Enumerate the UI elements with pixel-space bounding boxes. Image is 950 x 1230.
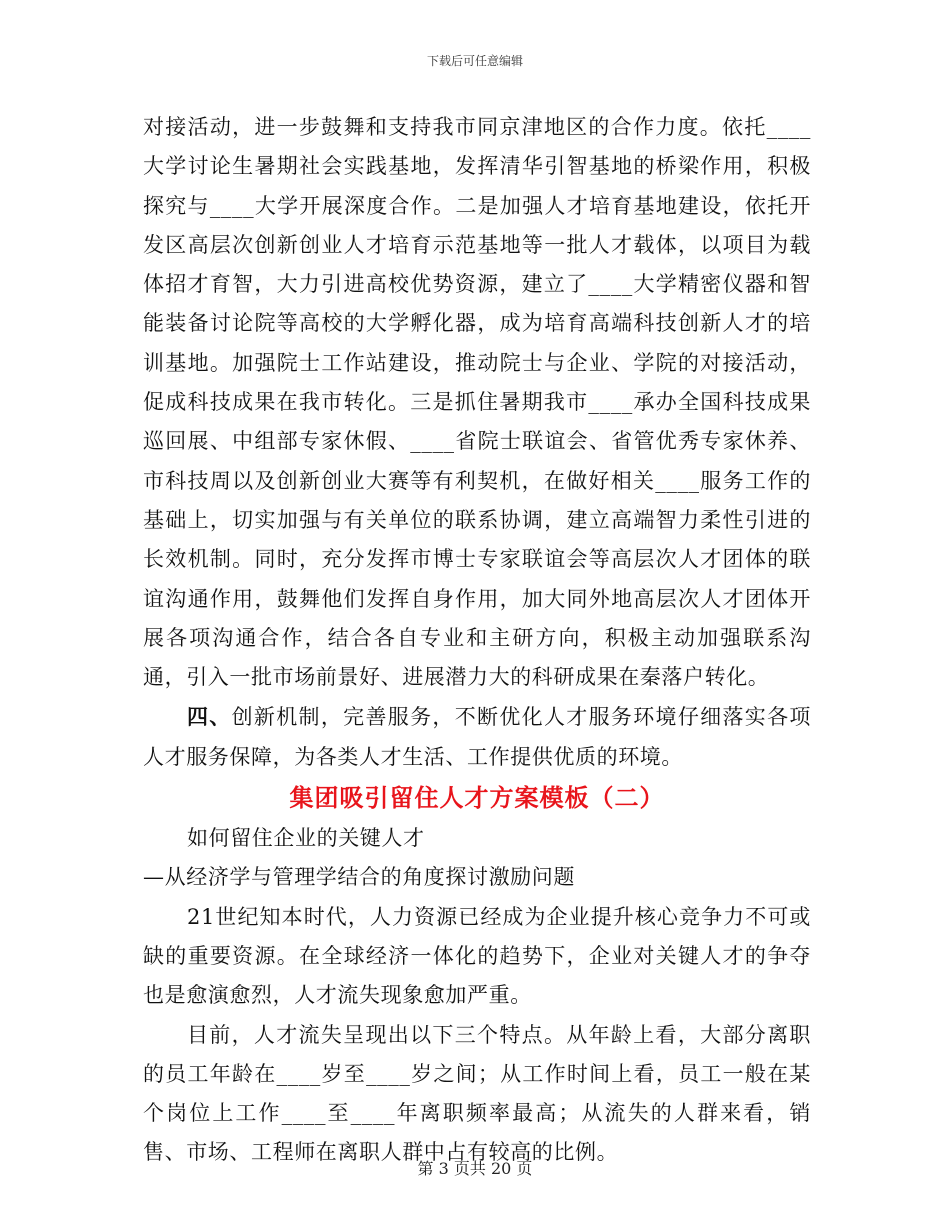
- section-four-paragraph: [143, 697, 811, 777]
- body-paragraph-features: 目前，人才流失呈现出以下三个特点。从年龄上看，大部分离职的员工年龄在____岁至____岁之间；从工作时间上看，员工一般在某个岗位上工作____至____年离职频率最高；从流失的人群来看，销售、市场、工程师在离职人群中占有较高的比例。: [143, 1022, 811, 1165]
- page-header: 下载后可任意编辑: [426, 54, 523, 68]
- body-paragraph-continued: 对接活动，进一步鼓舞和支持我市同京津地区的合作力度。依托____大学讨论生暑期社会实践基地，发挥清华引智基地的桥梁作用，积极探究与____大学开展深度合作。二是加强人才培育基地建设，依托开发区高层次创新创业人才培育示范基地等一批人才载体，以项目为载体招才育智，大力引进高校优势资源，建立了____大学精密仪器和智能装备讨论院等高校的大学孵化器，成为培育高端科技创新人才的培训基地。加强院士工作站建设，推动院士与企业、学院的对接活动，促成科技成果在我市转化。三是抓住暑期我市____承办全国科技成果巡回展、中组部专家休假、____省院士联谊会、省管优秀专家休养、市科技周以及创新创业大赛等有利契机，在做好相关____服务工作的基础上，切实加强与有关单位的联系协调，建立高端智力柔性引进的长效机制。同时，充分发挥市博士专家联谊会等高层次人才团体的联谊沟通作用，鼓舞他们发挥自身作用，加大同外地高层次人才团体开展各项沟通合作，结合各自专业和主研方向，积极主动加强联系沟通，引入一批市场前景好、进展潜力大的科研成果在秦落户转化。: [143, 115, 811, 690]
- body-paragraph-intro: 21世纪知本时代，人力资源已经成为企业提升核心竞争力不可或缺的重要资源。在全球经济一体化的趋势下，企业对关键人才的争夺也是愈演愈烈，人才流失现象愈加严重。: [143, 904, 811, 1008]
- section-title: 集团吸引留住人才方案模板（二）: [289, 783, 665, 813]
- section-four-text: 创新机制，完善服务，不断优化人才服务环境仔细落实各项人才服务保障，为各类人才生活、工作提供优质的环境。: [143, 705, 811, 769]
- subtitle-secondary: —从经济学与管理学结合的角度探讨激励问题: [143, 865, 575, 890]
- subtitle: 如何留住企业的关键人才: [187, 826, 425, 851]
- section-four-lead: 四、: [187, 704, 232, 730]
- page-footer: 第 3 页共 20 页: [417, 1159, 533, 1178]
- document-body: [143, 108, 811, 1173]
